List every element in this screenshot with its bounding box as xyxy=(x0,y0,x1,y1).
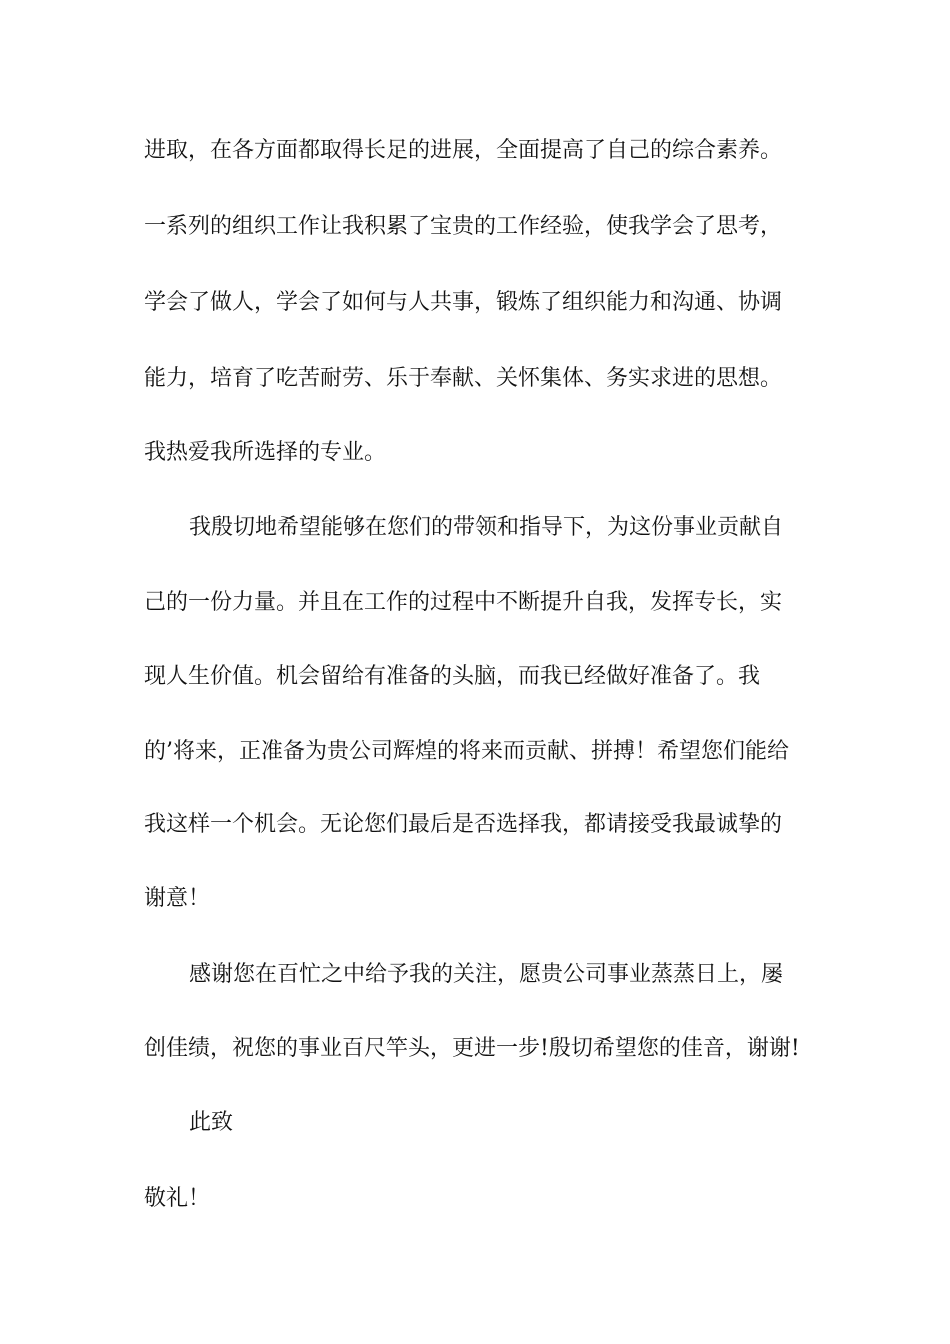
closing-regards: 敬礼！ xyxy=(144,1186,211,1211)
paragraph-line: 现人生价值。机会留给有准备的头脑，而我已经做好准备了。我 xyxy=(144,664,761,689)
paragraph-line: 一系列的组织工作让我积累了宝贵的工作经验，使我学会了思考， xyxy=(144,214,783,239)
paragraph-line: 己的一份力量。并且在工作的过程中不断提升自我，发挥专长，实 xyxy=(144,590,783,615)
closing-salutation: 此致 xyxy=(189,1110,234,1135)
paragraph-line: 创佳绩，祝您的事业百尺竿头，更进一步!殷切希望您的佳音，谢谢! xyxy=(144,1036,800,1061)
paragraph-line: 谢意！ xyxy=(144,886,211,911)
paragraph-line: 感谢您在百忙之中给予我的关注，愿贵公司事业蒸蒸日上，屡 xyxy=(189,962,784,987)
paragraph-line: 的’将来，正准备为贵公司辉煌的将来而贡献、拼搏！希望您们能给 xyxy=(144,739,789,764)
paragraph-line: 进取，在各方面都取得长足的进展，全面提高了自己的综合素养。 xyxy=(144,138,783,163)
paragraph-line: 能力，培育了吃苦耐劳、乐于奉献、关怀集体、务实求进的思想。 xyxy=(144,366,783,391)
paragraph-line: 我这样一个机会。无论您们最后是否选择我，都请接受我最诚挚的 xyxy=(144,812,783,837)
paragraph-line: 我殷切地希望能够在您们的带领和指导下，为这份事业贡献自 xyxy=(189,515,784,540)
paragraph-line: 我热爱我所选择的专业。 xyxy=(144,440,387,465)
paragraph-line: 学会了做人，学会了如何与人共事，锻炼了组织能力和沟通、协调 xyxy=(144,290,783,315)
